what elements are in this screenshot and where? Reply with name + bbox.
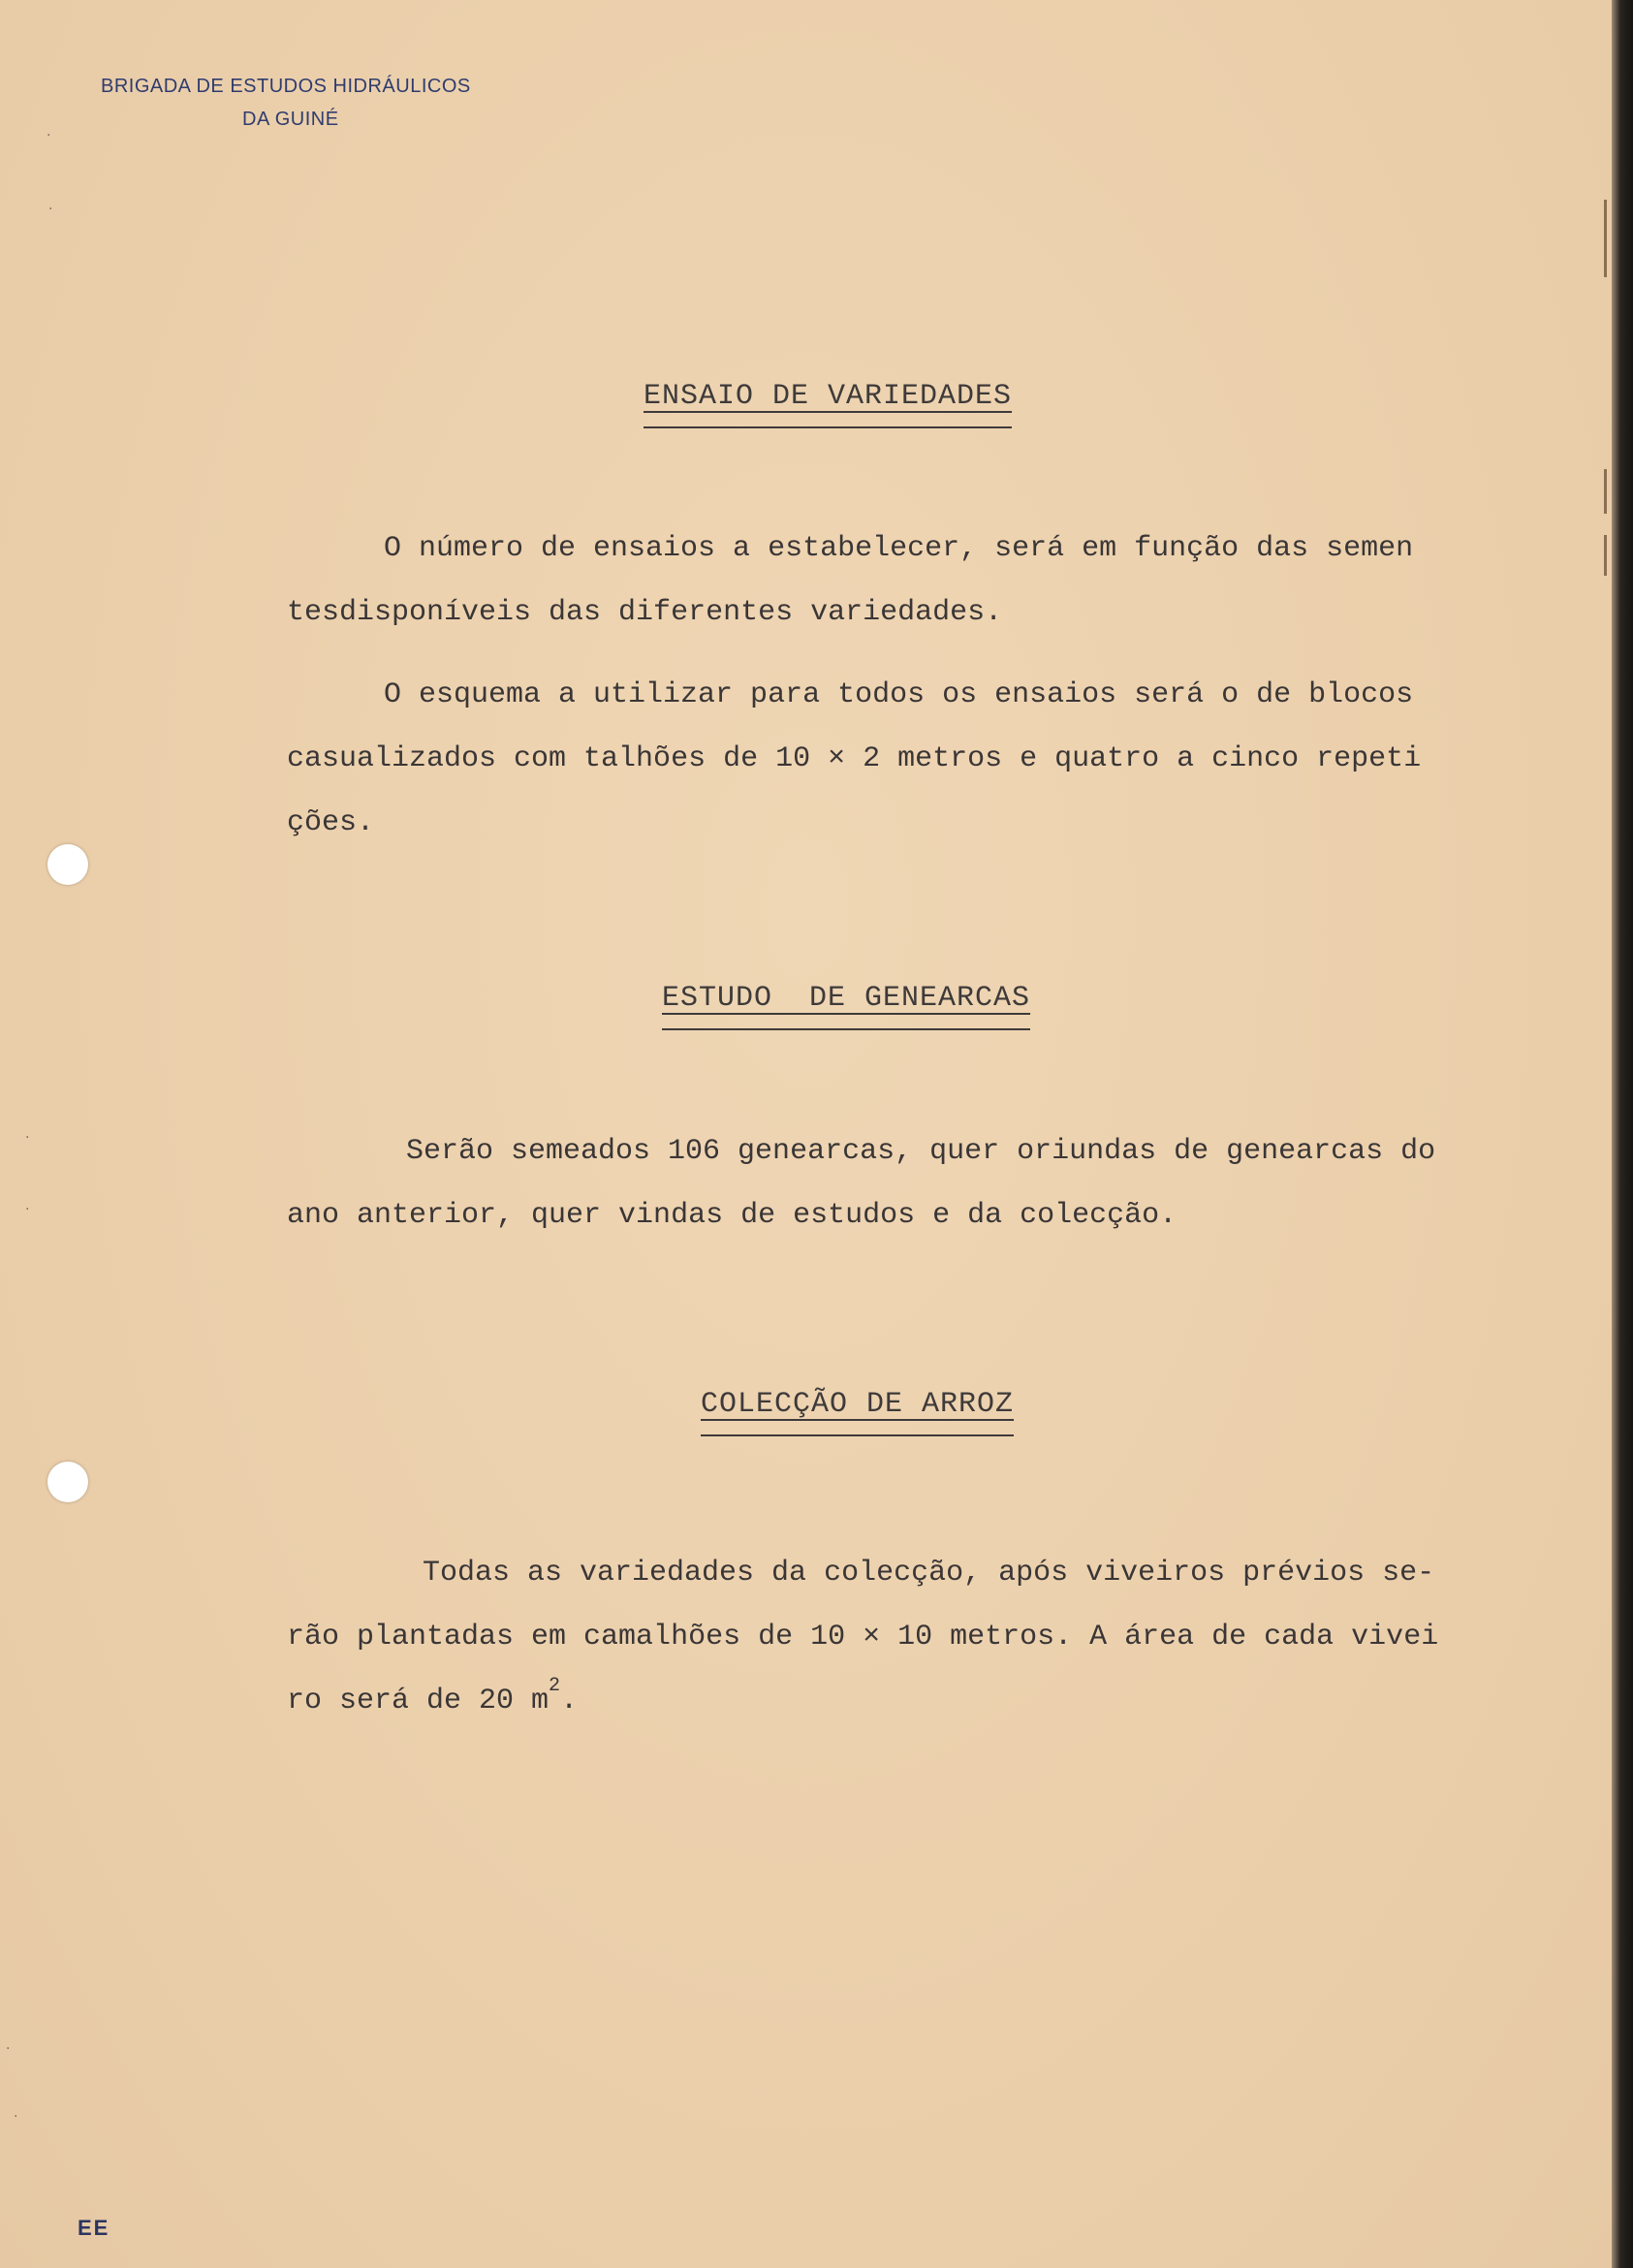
paragraph-ensaio-2: [287, 663, 1586, 855]
text-line: Serão semeados 106 genearcas, quer oriundas de genearcas do: [406, 1135, 1436, 1168]
text-line: tesdisponíveis das diferentes variedades.: [287, 596, 1003, 629]
margin-speck: ·: [14, 2109, 18, 2125]
text-line: ano anterior, quer vindas de estudos e da colecção.: [287, 1199, 1178, 1232]
right-edge-mark: [1604, 200, 1607, 277]
paragraph-estudo-1: [287, 1119, 1586, 1247]
margin-speck: ·: [25, 1130, 30, 1146]
footer-code: EE: [78, 2216, 110, 2240]
right-edge-mark: [1604, 469, 1607, 514]
punch-hole-bottom: [47, 1462, 88, 1502]
text-line: ções.: [287, 806, 375, 839]
text-run: ro será de 20 m: [287, 1685, 550, 1717]
section-heading-estudo: [662, 982, 1030, 1015]
section-heading-estudo-text: ESTUDO DE GENEARCAS: [662, 982, 1031, 1015]
text-line: rão plantadas em camalhões de 10 × 10 metros. A área de cada vivei: [287, 1621, 1439, 1654]
text-line: O número de ensaios a estabelecer, será em função das semen: [384, 532, 1414, 565]
paragraph-ensaio-1: [287, 517, 1586, 645]
margin-speck: ·: [47, 128, 51, 143]
section-heading-coleccao: COLECÇÃO DE ARROZ: [701, 1388, 1015, 1421]
margin-speck: ·: [48, 202, 53, 217]
section-heading-ensaio: ENSAIO DE VARIEDADES: [644, 380, 1013, 413]
superscript-exponent: 2: [549, 1675, 561, 1697]
text-line-with-superscript: [287, 1669, 1586, 1736]
right-edge-mark: [1604, 535, 1607, 576]
letterhead-line-2: DA GUINÉ: [242, 109, 339, 130]
text-run: .: [560, 1685, 579, 1717]
text-line: O esquema a utilizar para todos os ensaios será o de blocos: [384, 678, 1414, 711]
letterhead-line-1: BRIGADA DE ESTUDOS HIDRÁULICOS: [101, 76, 471, 97]
letterhead: [101, 70, 471, 136]
text-line: Todas as variedades da colecção, após viveiros prévios se-: [423, 1557, 1435, 1590]
paragraph-coleccao-1: [287, 1541, 1586, 1736]
scan-edge-shadow: [1612, 0, 1633, 2268]
punch-hole-top: [47, 844, 88, 885]
text-line: casualizados com talhões de 10 × 2 metros e quatro a cinco repeti: [287, 742, 1422, 775]
margin-speck: ·: [6, 2041, 11, 2057]
margin-speck: ·: [25, 1202, 30, 1217]
